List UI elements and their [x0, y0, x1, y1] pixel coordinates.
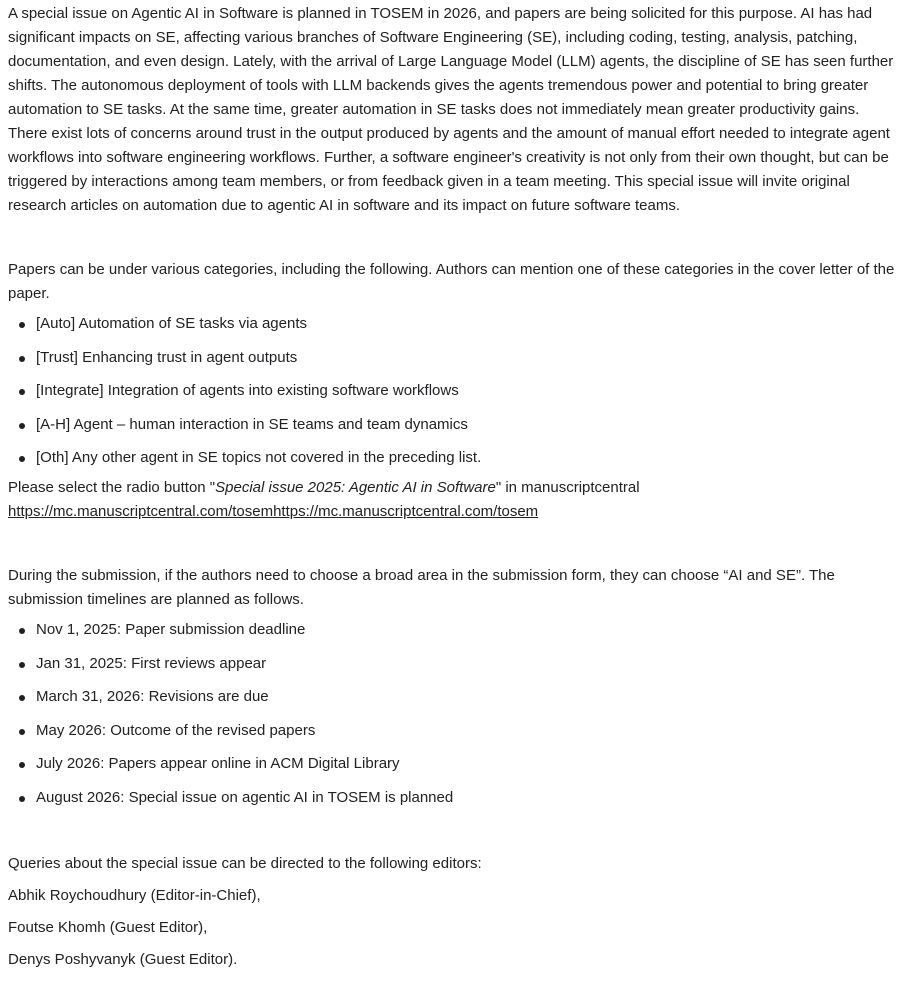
- timeline-intro: During the submission, if the authors need to choose a broad area in the submission form, they can choose “AI and SE”. The submission timelines are planned as follows.: [8, 567, 835, 608]
- editor-name: Denys Poshyvanyk (Guest Editor).: [8, 950, 238, 968]
- categories-intro: Papers can be under various categories, including the following. Authors can mention one of these categories in the cover letter of the paper.: [8, 261, 895, 302]
- categories-list: [8, 312, 912, 470]
- spacer: [8, 524, 912, 564]
- intro-paragraph: A special issue on Agentic AI in Software is planned in TOSEM in 2026, and papers are being solicited for this purpose. AI has had significant impacts on SE, affecting various branches of Software Engineering (SE), including coding, testing, analysis, patching, documentation, and even design. Lately, with the arrival of Large Language Model (LLM) agents, the discipline of SE has seen further shifts. The autonomous deployment of tools with LLM backends gives the agents tremendous power and potential to bring greater automation to SE tasks. At the same time, greater automation in SE tasks does not immediately mean greater productivity gains. There exist lots of concerns around trust in the output produced by agents and the amount of manual effort needed to integrate agent workflows into software engineering workflows. Further, a software engineer's creativity is not only from their own thought, but can be triggered by interactions among team members, or from feedback given in a team meeting. This special issue will invite original research articles on automation due to agentic AI in software and its impact on future software teams.: [8, 5, 894, 214]
- list-item: May 2026: Outcome of the revised papers: [36, 719, 912, 743]
- list-item: [Integrate] Integration of agents into existing software workflows: [36, 379, 912, 403]
- list-item: [A-H] Agent – human interaction in SE teams and team dynamics: [36, 413, 912, 437]
- list-item: Nov 1, 2025: Paper submission deadline: [36, 618, 912, 642]
- list-item: [Trust] Enhancing trust in agent outputs: [36, 346, 912, 370]
- list-item: July 2026: Papers appear online in ACM Digital Library: [36, 752, 912, 776]
- radio-note-before: Please select the radio button ": [8, 479, 216, 496]
- timeline-list: [8, 618, 912, 810]
- list-item: [Auto] Automation of SE tasks via agents: [36, 312, 912, 336]
- radio-note-after: " in manuscriptcentral: [495, 479, 640, 496]
- editor-name: Foutse Khomh (Guest Editor),: [8, 918, 208, 936]
- list-item: August 2026: Special issue on agentic AI in TOSEM is planned: [36, 786, 912, 810]
- radio-note-emphasis: Special issue 2025: Agentic AI in Software: [215, 479, 496, 496]
- radio-note: [8, 476, 912, 500]
- list-item: Jan 31, 2025: First reviews appear: [36, 652, 912, 676]
- spacer: [8, 218, 912, 258]
- editor-name: Abhik Roychoudhury (Editor-in-Chief),: [8, 886, 261, 904]
- list-item: March 31, 2026: Revisions are due: [36, 685, 912, 709]
- list-item: [Oth] Any other agent in SE topics not covered in the preceding list.: [36, 446, 912, 470]
- spacer: [8, 810, 912, 848]
- manuscriptcentral-link[interactable]: https://mc.manuscriptcentral.com/tosemhttps://mc.manuscriptcentral.com/tosem: [8, 503, 539, 520]
- editors-intro: Queries about the special issue can be directed to the following editors:: [8, 854, 482, 872]
